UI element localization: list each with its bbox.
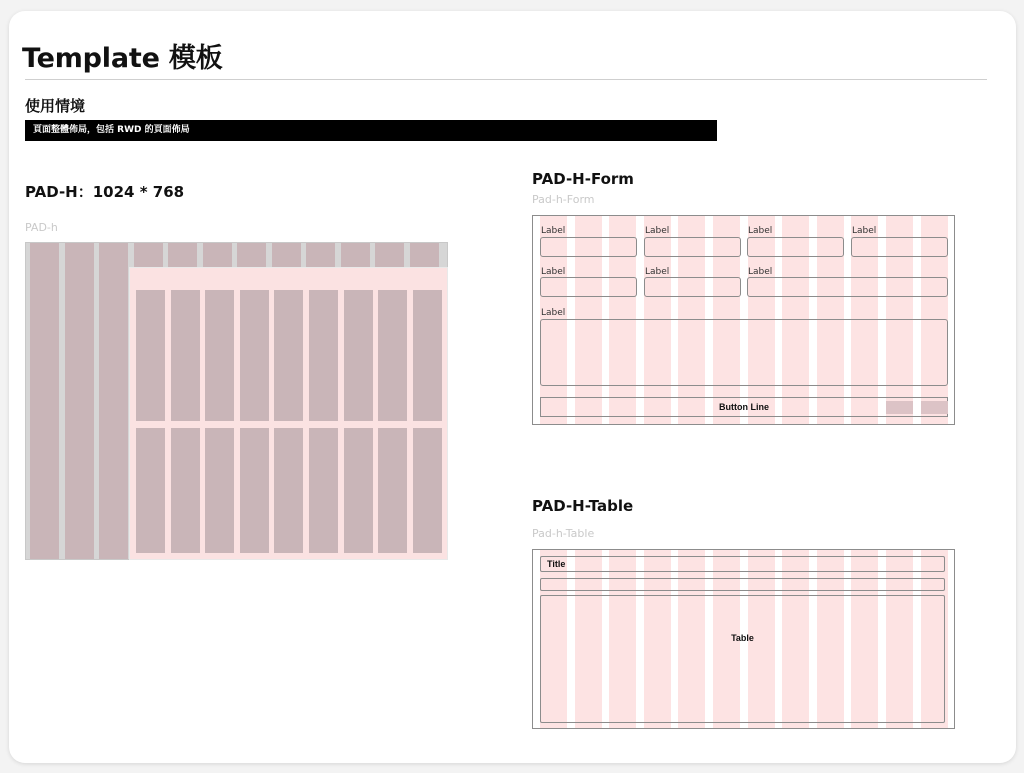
- text-field[interactable]: [851, 237, 948, 257]
- title-bar: [540, 556, 945, 572]
- text-field[interactable]: [644, 277, 741, 297]
- grid-column: [378, 428, 407, 553]
- grid-column: [378, 290, 407, 421]
- grid-column: [240, 428, 269, 553]
- grid-column: [274, 428, 303, 553]
- grid-column: [309, 428, 338, 553]
- field-label: Label: [541, 308, 566, 318]
- text-field[interactable]: [540, 277, 637, 297]
- text-field[interactable]: [540, 237, 637, 257]
- form-frame: [532, 215, 955, 425]
- table-subtitle: Pad-h-Table: [532, 527, 595, 540]
- field-label: Label: [748, 267, 773, 277]
- pad-h-heading: PAD-H：1024 * 768: [25, 183, 185, 201]
- button-placeholder[interactable]: [886, 401, 913, 414]
- field-label: Label: [541, 267, 566, 277]
- grid-column: [205, 290, 234, 421]
- table-heading: PAD-H-Table: [532, 497, 634, 515]
- field-label: Label: [852, 226, 877, 236]
- grid-column: [171, 290, 200, 421]
- pad-h-subtitle: PAD-h: [25, 221, 58, 234]
- grid-column: [309, 290, 338, 421]
- button-line-label: Button Line: [719, 402, 769, 412]
- table-label: Table: [731, 633, 754, 643]
- grid-column: [344, 428, 373, 553]
- form-subtitle: Pad-h-Form: [532, 193, 595, 206]
- title-label: Title: [547, 559, 566, 569]
- text-field[interactable]: [644, 237, 741, 257]
- text-field[interactable]: [747, 237, 844, 257]
- grid-column: [171, 428, 200, 553]
- grid-column: [30, 243, 59, 559]
- page-title: Template 模板: [22, 43, 223, 74]
- grid-column: [274, 290, 303, 421]
- grid-column: [65, 243, 94, 559]
- field-label: Label: [541, 226, 566, 236]
- grid-column: [205, 428, 234, 553]
- textarea-field[interactable]: [540, 319, 948, 386]
- table-area: [540, 595, 945, 723]
- grid-column: [413, 290, 442, 421]
- grid-column: [413, 428, 442, 553]
- form-heading: PAD-H-Form: [532, 170, 634, 188]
- title-divider: [25, 79, 987, 80]
- usage-description: 頁面整體佈局，包括 RWD 的頁面佈局: [25, 120, 717, 141]
- usage-heading: 使用情境: [25, 97, 86, 115]
- field-label: Label: [645, 226, 670, 236]
- table-frame: [532, 549, 955, 729]
- grid-column: [344, 290, 373, 421]
- field-label: Label: [748, 226, 773, 236]
- grid-column: [240, 290, 269, 421]
- grid-column: [99, 243, 128, 559]
- grid-column: [136, 428, 165, 553]
- wide-text-field[interactable]: [747, 277, 948, 297]
- button-placeholder[interactable]: [921, 401, 948, 414]
- field-label: Label: [645, 267, 670, 277]
- pad-h-main-area: [129, 267, 448, 560]
- filter-bar: [540, 578, 945, 591]
- grid-column: [136, 290, 165, 421]
